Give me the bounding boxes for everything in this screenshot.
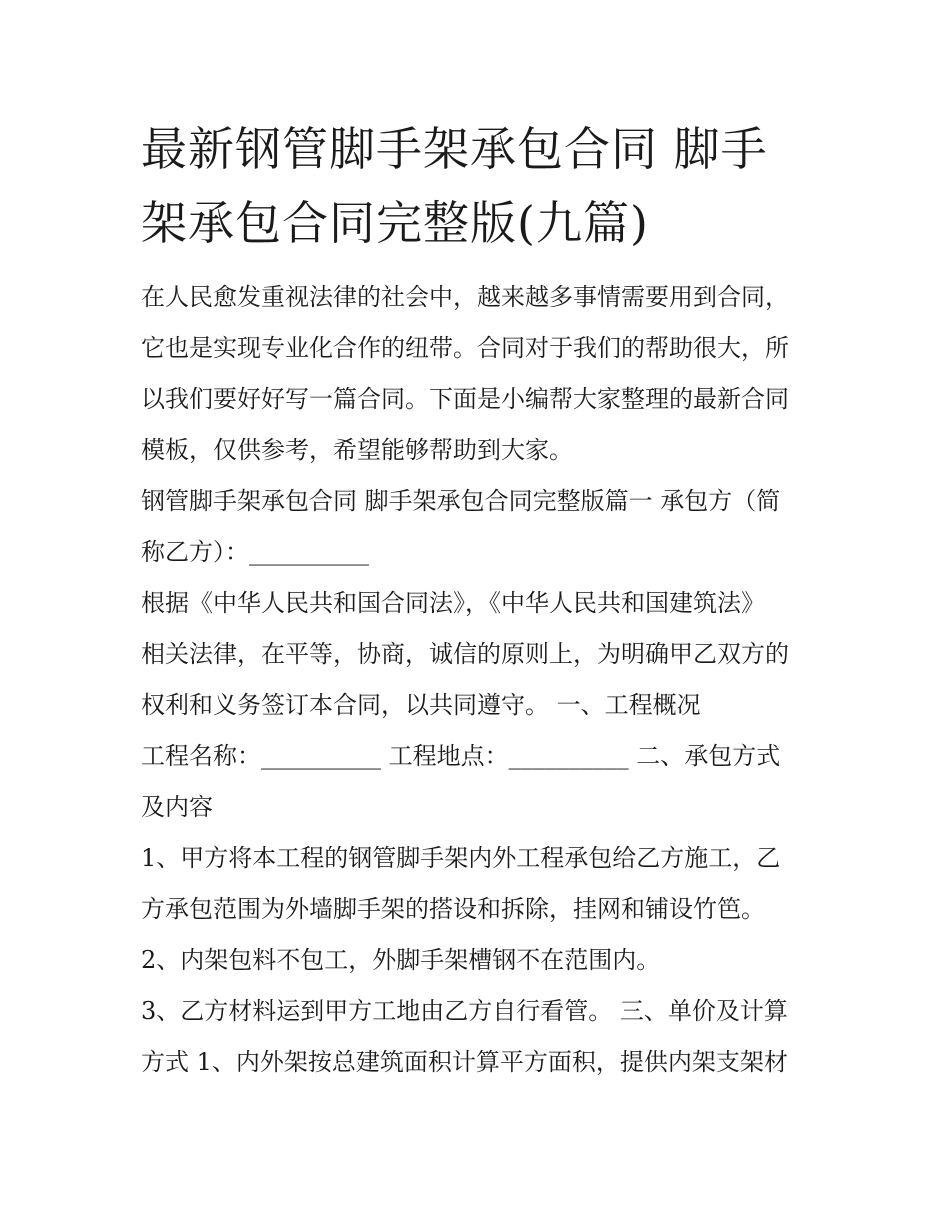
title-line: 最新钢管脚手架承包合同 脚手 — [141, 122, 768, 176]
paragraph-line: 根据《中华人民共和国合同法》，《中华人民共和国建筑法》 — [141, 589, 765, 617]
project-fields-line: 工程名称：__________ 工程地点：__________ 二、承包方式 — [141, 742, 781, 770]
paragraph-line: 相关法律，在平等，协商，诚信的原则上，为明确甲乙双方的 — [141, 640, 789, 668]
document-page — [141, 112, 813, 1088]
intro-line: 模板，仅供参考，希望能够帮助到大家。 — [141, 436, 573, 464]
clause-line: 方式 1、内外架按总建筑面积计算平方面积，提供内架支架材 — [141, 1048, 788, 1076]
intro-line: 以我们要好好写一篇合同。下面是小编帮大家整理的最新合同 — [141, 385, 789, 413]
contractor-field-line: 称乙方）：__________ — [141, 538, 369, 566]
document-title — [141, 112, 813, 260]
clause-line: 1、甲方将本工程的钢管脚手架内外工程承包给乙方施工，乙 — [141, 844, 781, 872]
intro-line: 它也是实现专业化合作的纽带。合同对于我们的帮助很大，所 — [141, 334, 789, 362]
section-heading-line: 钢管脚手架承包合同 脚手架承包合同完整版篇一 承包方（简 — [141, 487, 781, 515]
clause-line: 2、内架包料不包工，外脚手架槽钢不在范围内。 — [141, 946, 661, 974]
clause-line: 3、乙方材料运到甲方工地由乙方自行看管。 三、单价及计算 — [141, 997, 788, 1025]
paragraph-line: 及内容 — [141, 793, 213, 821]
paragraph-line: 权利和义务签订本合同，以共同遵守。 一、工程概况 — [141, 691, 701, 719]
clause-line: 方承包范围为外墙脚手架的搭设和拆除，挂网和铺设竹笆。 — [141, 895, 765, 923]
intro-line: 在人民愈发重视法律的社会中，越来越多事情需要用到合同， — [141, 283, 789, 311]
title-line: 架承包合同完整版(九篇) — [141, 196, 649, 250]
document-body — [141, 272, 813, 1088]
